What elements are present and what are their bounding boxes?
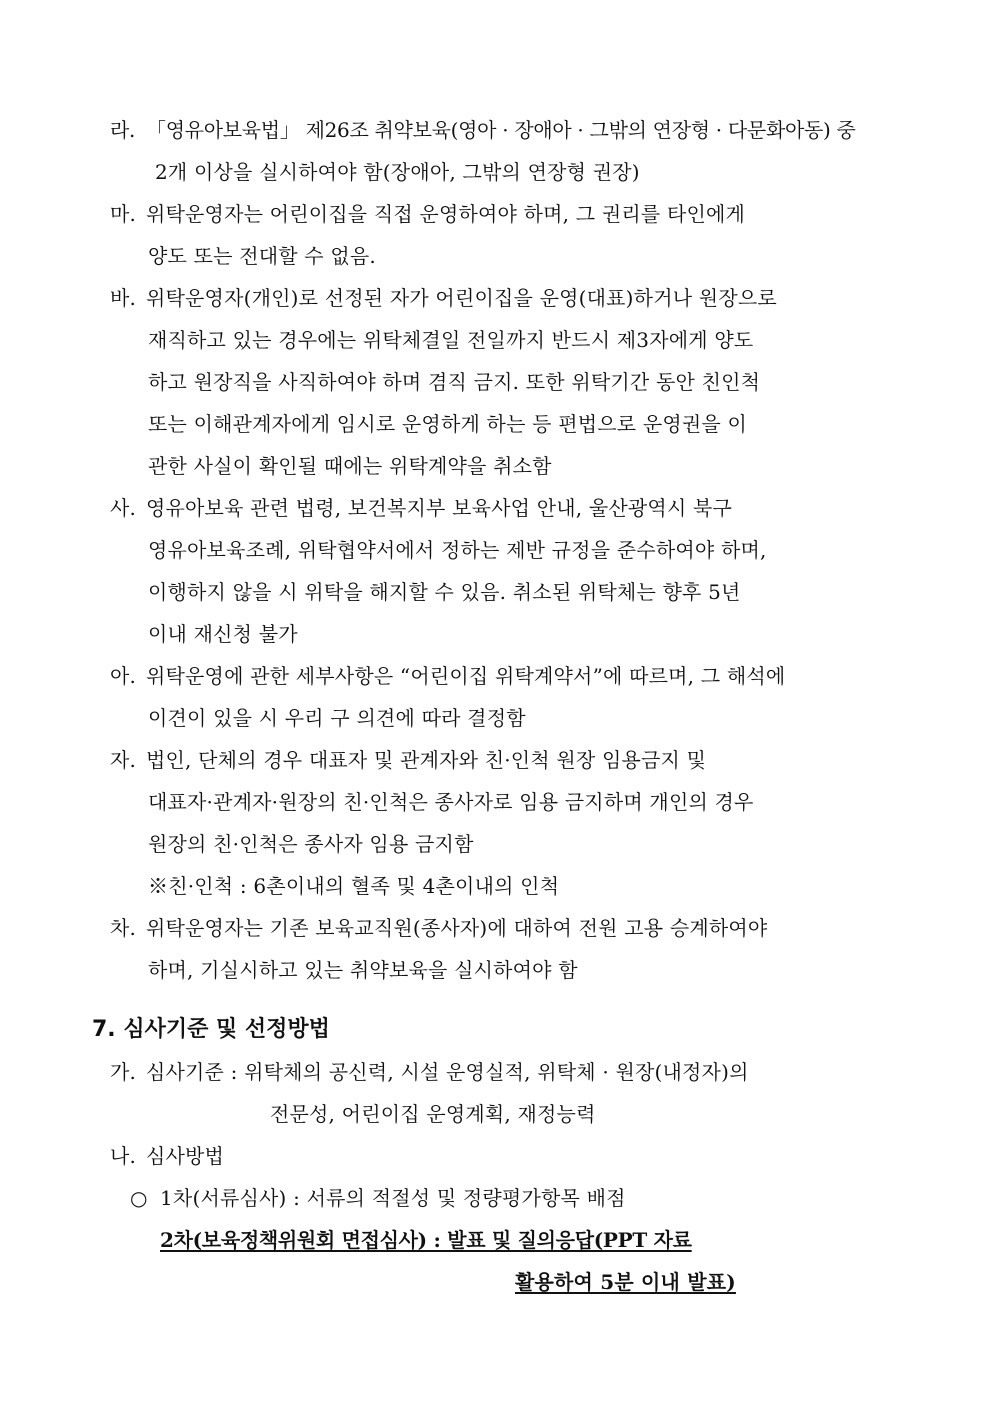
- item-marker: 자.: [110, 748, 137, 772]
- item-sa-line-4: 이내 재신청 불가: [148, 622, 298, 646]
- item-ba-line-4: 또는 이해관계자에게 임시로 운영하게 하는 등 편법으로 운영권을 이: [148, 412, 748, 436]
- item-sa-line-1: 사. 영유아보육 관련 법령, 보건복지부 보육사업 안내, 울산광역시 북구: [110, 496, 733, 520]
- item-ja-line-2: 대표자·관계자·원장의 친·인척은 종사자로 임용 금지하며 개인의 경우: [148, 790, 754, 814]
- item-marker: 아.: [110, 664, 137, 688]
- item-ra-line-2: 2개 이상을 실시하여야 함(장애아, 그밖의 연장형 권장): [155, 160, 640, 184]
- item-ja-line-1: 자. 법인, 단체의 경우 대표자 및 관계자와 친·인척 원장 임용금지 및: [110, 748, 707, 772]
- round-1-line: ○ 1차(서류심사) : 서류의 적절성 및 정량평가항목 배점: [130, 1186, 626, 1210]
- criteria-line-1: 가. 심사기준 : 위탁체의 공신력, 시설 운영실적, 위탁체 · 원장(내정자)의: [110, 1060, 749, 1084]
- criteria-line-2: 전문성, 어린이집 운영계획, 재정능력: [270, 1102, 596, 1126]
- item-ra-line-1: 라. 「영유아보육법」 제26조 취약보육(영아 · 장애아 · 그밖의 연장형 · 다문화아동) 중: [110, 118, 856, 142]
- item-ja-line-3: 원장의 친·인척은 종사자 임용 금지함: [148, 832, 474, 856]
- item-ma-line-1: 마. 위탁운영자는 어린이집을 직접 운영하여야 하며, 그 권리를 타인에게: [110, 202, 746, 226]
- item-marker: 사.: [110, 496, 137, 520]
- item-a-line-1: 아. 위탁운영에 관한 세부사항은 “어린이집 위탁계약서”에 따르며, 그 해석에: [110, 664, 786, 688]
- criteria-marker: 가.: [110, 1060, 137, 1084]
- item-sa-line-2: 영유아보육조례, 위탁협약서에서 정하는 제반 규정을 준수하여야 하며,: [148, 538, 767, 562]
- item-cha-line-1: 차. 위탁운영자는 기존 보육교직원(종사자)에 대하여 전원 고용 승계하여야: [110, 916, 768, 940]
- section-7-title: 7. 심사기준 및 선정방법: [92, 1017, 330, 1042]
- circle-bullet-icon: ○: [130, 1186, 148, 1210]
- item-ma-line-2: 양도 또는 전대할 수 없음.: [148, 244, 376, 268]
- item-marker: 차.: [110, 916, 137, 940]
- item-ba-line-2: 재직하고 있는 경우에는 위탁체결일 전일까지 반드시 제3자에게 양도: [148, 328, 754, 352]
- item-marker: 라.: [110, 118, 136, 142]
- item-ba-line-1: 바. 위탁운영자(개인)로 선정된 자가 어린이집을 운영(대표)하거나 원장으로: [110, 286, 777, 310]
- item-ba-line-3: 하고 원장직을 사직하여야 하며 겸직 금지. 또한 위탁기간 동안 친인척: [148, 370, 761, 394]
- item-marker: 마.: [110, 202, 137, 226]
- item-cha-line-2: 하며, 기실시하고 있는 취약보육을 실시하여야 함: [148, 958, 578, 982]
- round-2-line-1: 2차(보육정책위원회 면접심사) : 발표 및 질의응답(PPT 자료: [160, 1228, 692, 1252]
- item-ba-line-5: 관한 사실이 확인될 때에는 위탁계약을 취소함: [148, 454, 552, 478]
- item-sa-line-3: 이행하지 않을 시 위탁을 해지할 수 있음. 취소된 위탁체는 향후 5년: [148, 580, 741, 604]
- round-2-line-2: 활용하여 5분 이내 발표): [515, 1270, 736, 1294]
- method-line: 나. 심사방법: [110, 1144, 225, 1168]
- method-marker: 나.: [110, 1144, 137, 1168]
- item-marker: 바.: [110, 286, 137, 310]
- item-a-line-2: 이견이 있을 시 우리 구 의견에 따라 결정함: [148, 706, 526, 730]
- relative-definition-note: ※친·인척 : 6촌이내의 혈족 및 4촌이내의 인척: [148, 874, 560, 898]
